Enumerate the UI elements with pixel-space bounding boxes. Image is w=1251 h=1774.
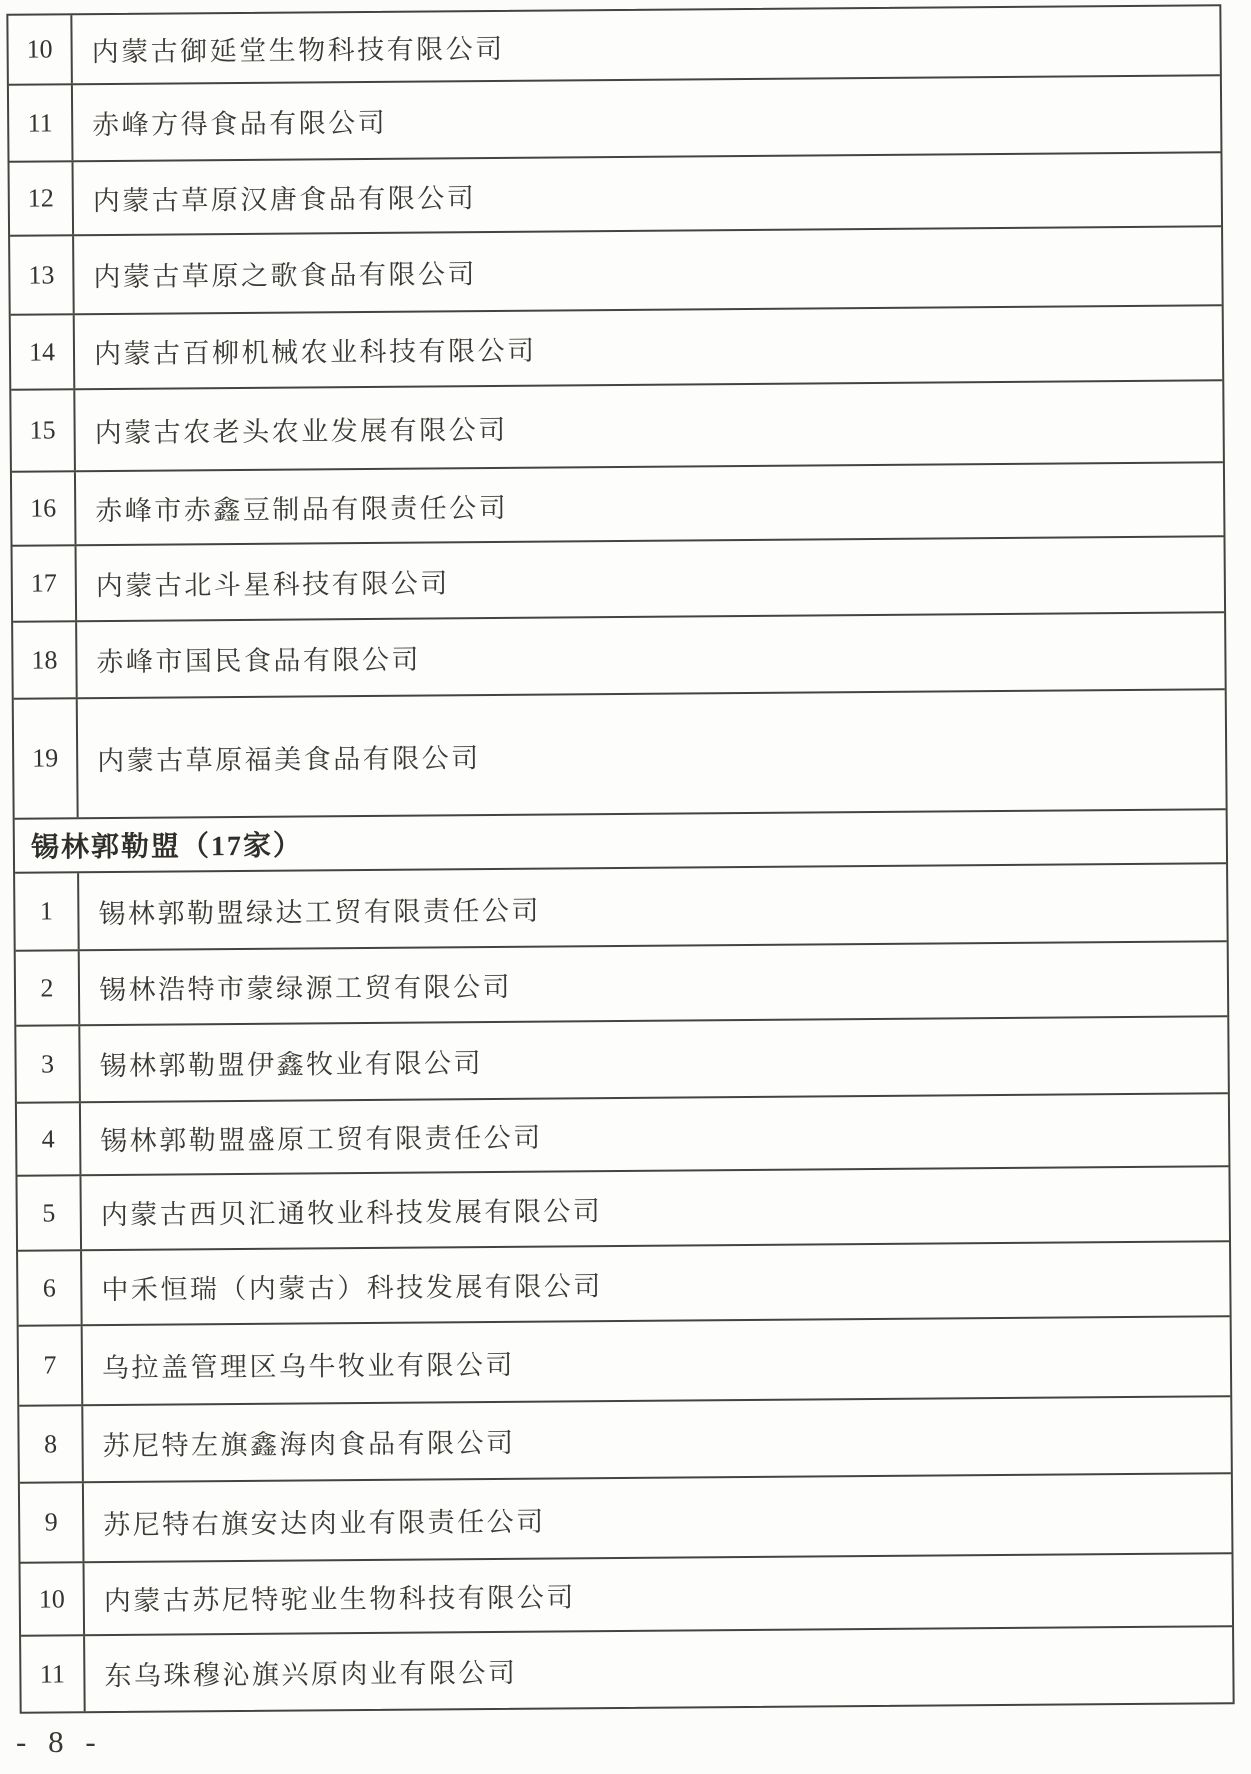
- table-row: [18, 1242, 1230, 1327]
- row-number-cell: 19: [14, 699, 79, 817]
- table-row: [16, 942, 1228, 1027]
- row-number-cell: 4: [17, 1103, 82, 1175]
- row-number-cell: 14: [11, 315, 76, 389]
- table-row: [8, 6, 1220, 86]
- company-name-cell: 锡林浩特市蒙绿源工贸有限公司: [98, 971, 513, 1006]
- row-number-cell: 8: [19, 1406, 84, 1482]
- company-name-cell: 内蒙古草原汉唐食品有限公司: [92, 182, 477, 216]
- table-row: [11, 306, 1223, 391]
- row-number-cell: 5: [17, 1176, 82, 1250]
- company-name-cell: 赤峰市赤鑫豆制品有限责任公司: [95, 492, 509, 526]
- table-row: [17, 1167, 1229, 1252]
- row-number-cell: 2: [16, 951, 81, 1025]
- table-row: [9, 76, 1221, 163]
- table-row: [17, 1094, 1229, 1177]
- company-name-cell: 内蒙古草原福美食品有限公司: [97, 742, 481, 776]
- company-name-cell: 锡林郭勒盟伊鑫牧业有限公司: [99, 1048, 484, 1082]
- table-row: [16, 1017, 1228, 1104]
- row-number-cell: 1: [15, 873, 80, 950]
- company-name-cell: 锡林郭勒盟绿达工贸有限责任公司: [98, 895, 542, 929]
- company-name-cell: 中禾恒瑞（内蒙古）科技发展有限公司: [101, 1271, 603, 1306]
- table-row: [21, 1554, 1233, 1637]
- row-number-cell: 6: [18, 1251, 83, 1325]
- company-name-cell: 内蒙古草原之歌食品有限公司: [93, 259, 478, 293]
- company-name-cell: 内蒙古北斗星科技有限公司: [95, 567, 450, 601]
- company-name-cell: 内蒙古苏尼特驼业生物科技有限公司: [103, 1582, 576, 1617]
- company-name-cell: 赤峰方得食品有限公司: [92, 107, 388, 141]
- table-row: [10, 227, 1222, 316]
- company-name-cell: 内蒙古御延堂生物科技有限公司: [91, 33, 505, 67]
- row-number-cell: 16: [12, 472, 77, 545]
- table-row: [15, 864, 1227, 952]
- company-name-cell: 内蒙古农老头农业发展有限公司: [94, 414, 508, 448]
- table-row: [19, 1397, 1231, 1484]
- row-number-cell: 9: [20, 1483, 85, 1562]
- row-number-cell: 13: [10, 236, 75, 314]
- company-name-cell: 苏尼特左旗鑫海肉食品有限公司: [102, 1427, 516, 1462]
- company-name-cell: 赤峰市国民食品有限公司: [96, 644, 422, 678]
- row-number-cell: 17: [13, 546, 78, 621]
- company-name-cell: 内蒙古百柳机械农业科技有限公司: [93, 335, 537, 370]
- table-row: [20, 1474, 1232, 1564]
- table-row: [10, 153, 1222, 237]
- company-list-table: [6, 4, 1234, 1713]
- company-name-cell: 锡林郭勒盟盛原工贸有限责任公司: [100, 1122, 543, 1157]
- table-row: [21, 1627, 1233, 1712]
- row-number-cell: 11: [21, 1636, 86, 1712]
- company-name-cell: 苏尼特右旗安达肉业有限责任公司: [103, 1506, 546, 1540]
- table-row: [11, 381, 1223, 473]
- row-number-cell: 10: [8, 15, 73, 84]
- table-row: [13, 537, 1225, 623]
- table-row: [13, 613, 1225, 700]
- row-number-cell: 11: [9, 85, 74, 161]
- row-number-cell: 12: [10, 162, 75, 235]
- row-number-cell: 3: [16, 1026, 81, 1102]
- page-number: - 8 -: [16, 1724, 103, 1759]
- table-row: [12, 463, 1224, 547]
- row-number-cell: 10: [21, 1563, 86, 1635]
- row-number-cell: 18: [13, 622, 78, 698]
- company-name-cell: 东乌珠穆沁旗兴原肉业有限公司: [104, 1657, 518, 1692]
- row-number-cell: 7: [19, 1326, 84, 1405]
- row-number-cell: 15: [11, 390, 76, 471]
- company-name-cell: 内蒙古西贝汇通牧业科技发展有限公司: [100, 1196, 603, 1231]
- company-name-cell: 乌拉盖管理区乌牛牧业有限公司: [101, 1349, 516, 1383]
- table-row: [19, 1317, 1231, 1407]
- section-header-xilingol: 锡林郭勒盟（17家）: [15, 810, 1226, 874]
- table-row: [14, 690, 1226, 820]
